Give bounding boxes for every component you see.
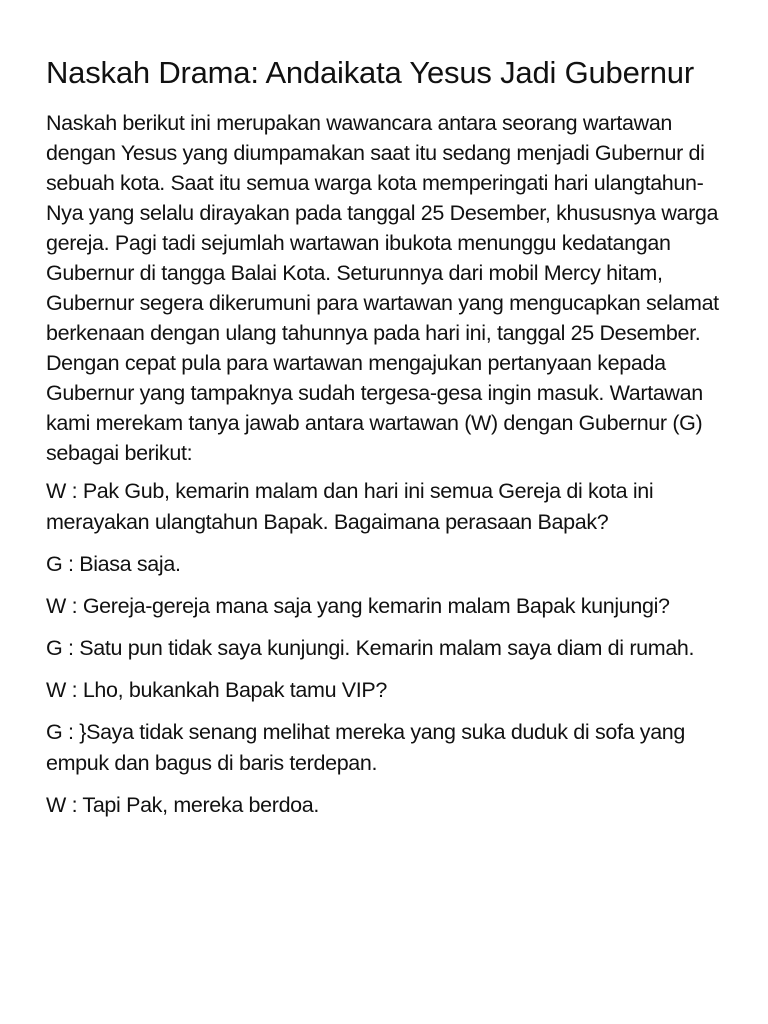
document-title: Naskah Drama: Andaikata Yesus Jadi Gubernur [46,55,694,90]
dialog-line-7: W : Tapi Pak, mereka berdoa. [46,793,320,817]
dialog-line-4: G : Satu pun tidak saya kunjungi. Kemarin malam saya diam di rumah. [46,636,695,660]
dialog-line-2: G : Biasa saja. [46,552,181,576]
intro-paragraph: Naskah berikut ini merupakan wawancara antara seorang wartawan dengan Yesus yang diumpamakan saat itu sedang menjadi Gubernur di sebuah kota. Saat itu semua warga kota memperingati hari ulangtahun-Nya yang selalu dirayakan pada tanggal 25 Desember, khususnya warga gereja. Pagi tadi sejumlah wartawan ibukota menunggu kedatangan Gubernur di tangga Balai Kota. Seturunnya dari mobil Mercy hitam, Gubernur segera dikerumuni para wartawan yang mengucapkan selamat berkenaan dengan ulang tahunnya pada hari ini, tanggal 25 Desember. Dengan cepat pula para wartawan mengajukan pertanyaan kepada Gubernur yang tampaknya sudah tergesa-gesa ingin masuk. Wartawan kami merekam tanya jawab antara wartawan (W) dengan Gubernur (G) sebagai berikut: [46,111,719,465]
dialog-line-5: W : Lho, bukankah Bapak tamu VIP? [46,678,388,702]
dialog-line-6: G : }Saya tidak senang melihat mereka yang suka duduk di sofa yang empuk dan bagus di baris terdepan. [46,720,686,775]
dialog-line-3: W : Gereja-gereja mana saja yang kemarin malam Bapak kunjungi? [46,594,670,618]
dialog-line-1: W : Pak Gub, kemarin malam dan hari ini semua Gereja di kota ini merayakan ulangtahun Bapak. Bagaimana perasaan Bapak? [46,479,654,534]
